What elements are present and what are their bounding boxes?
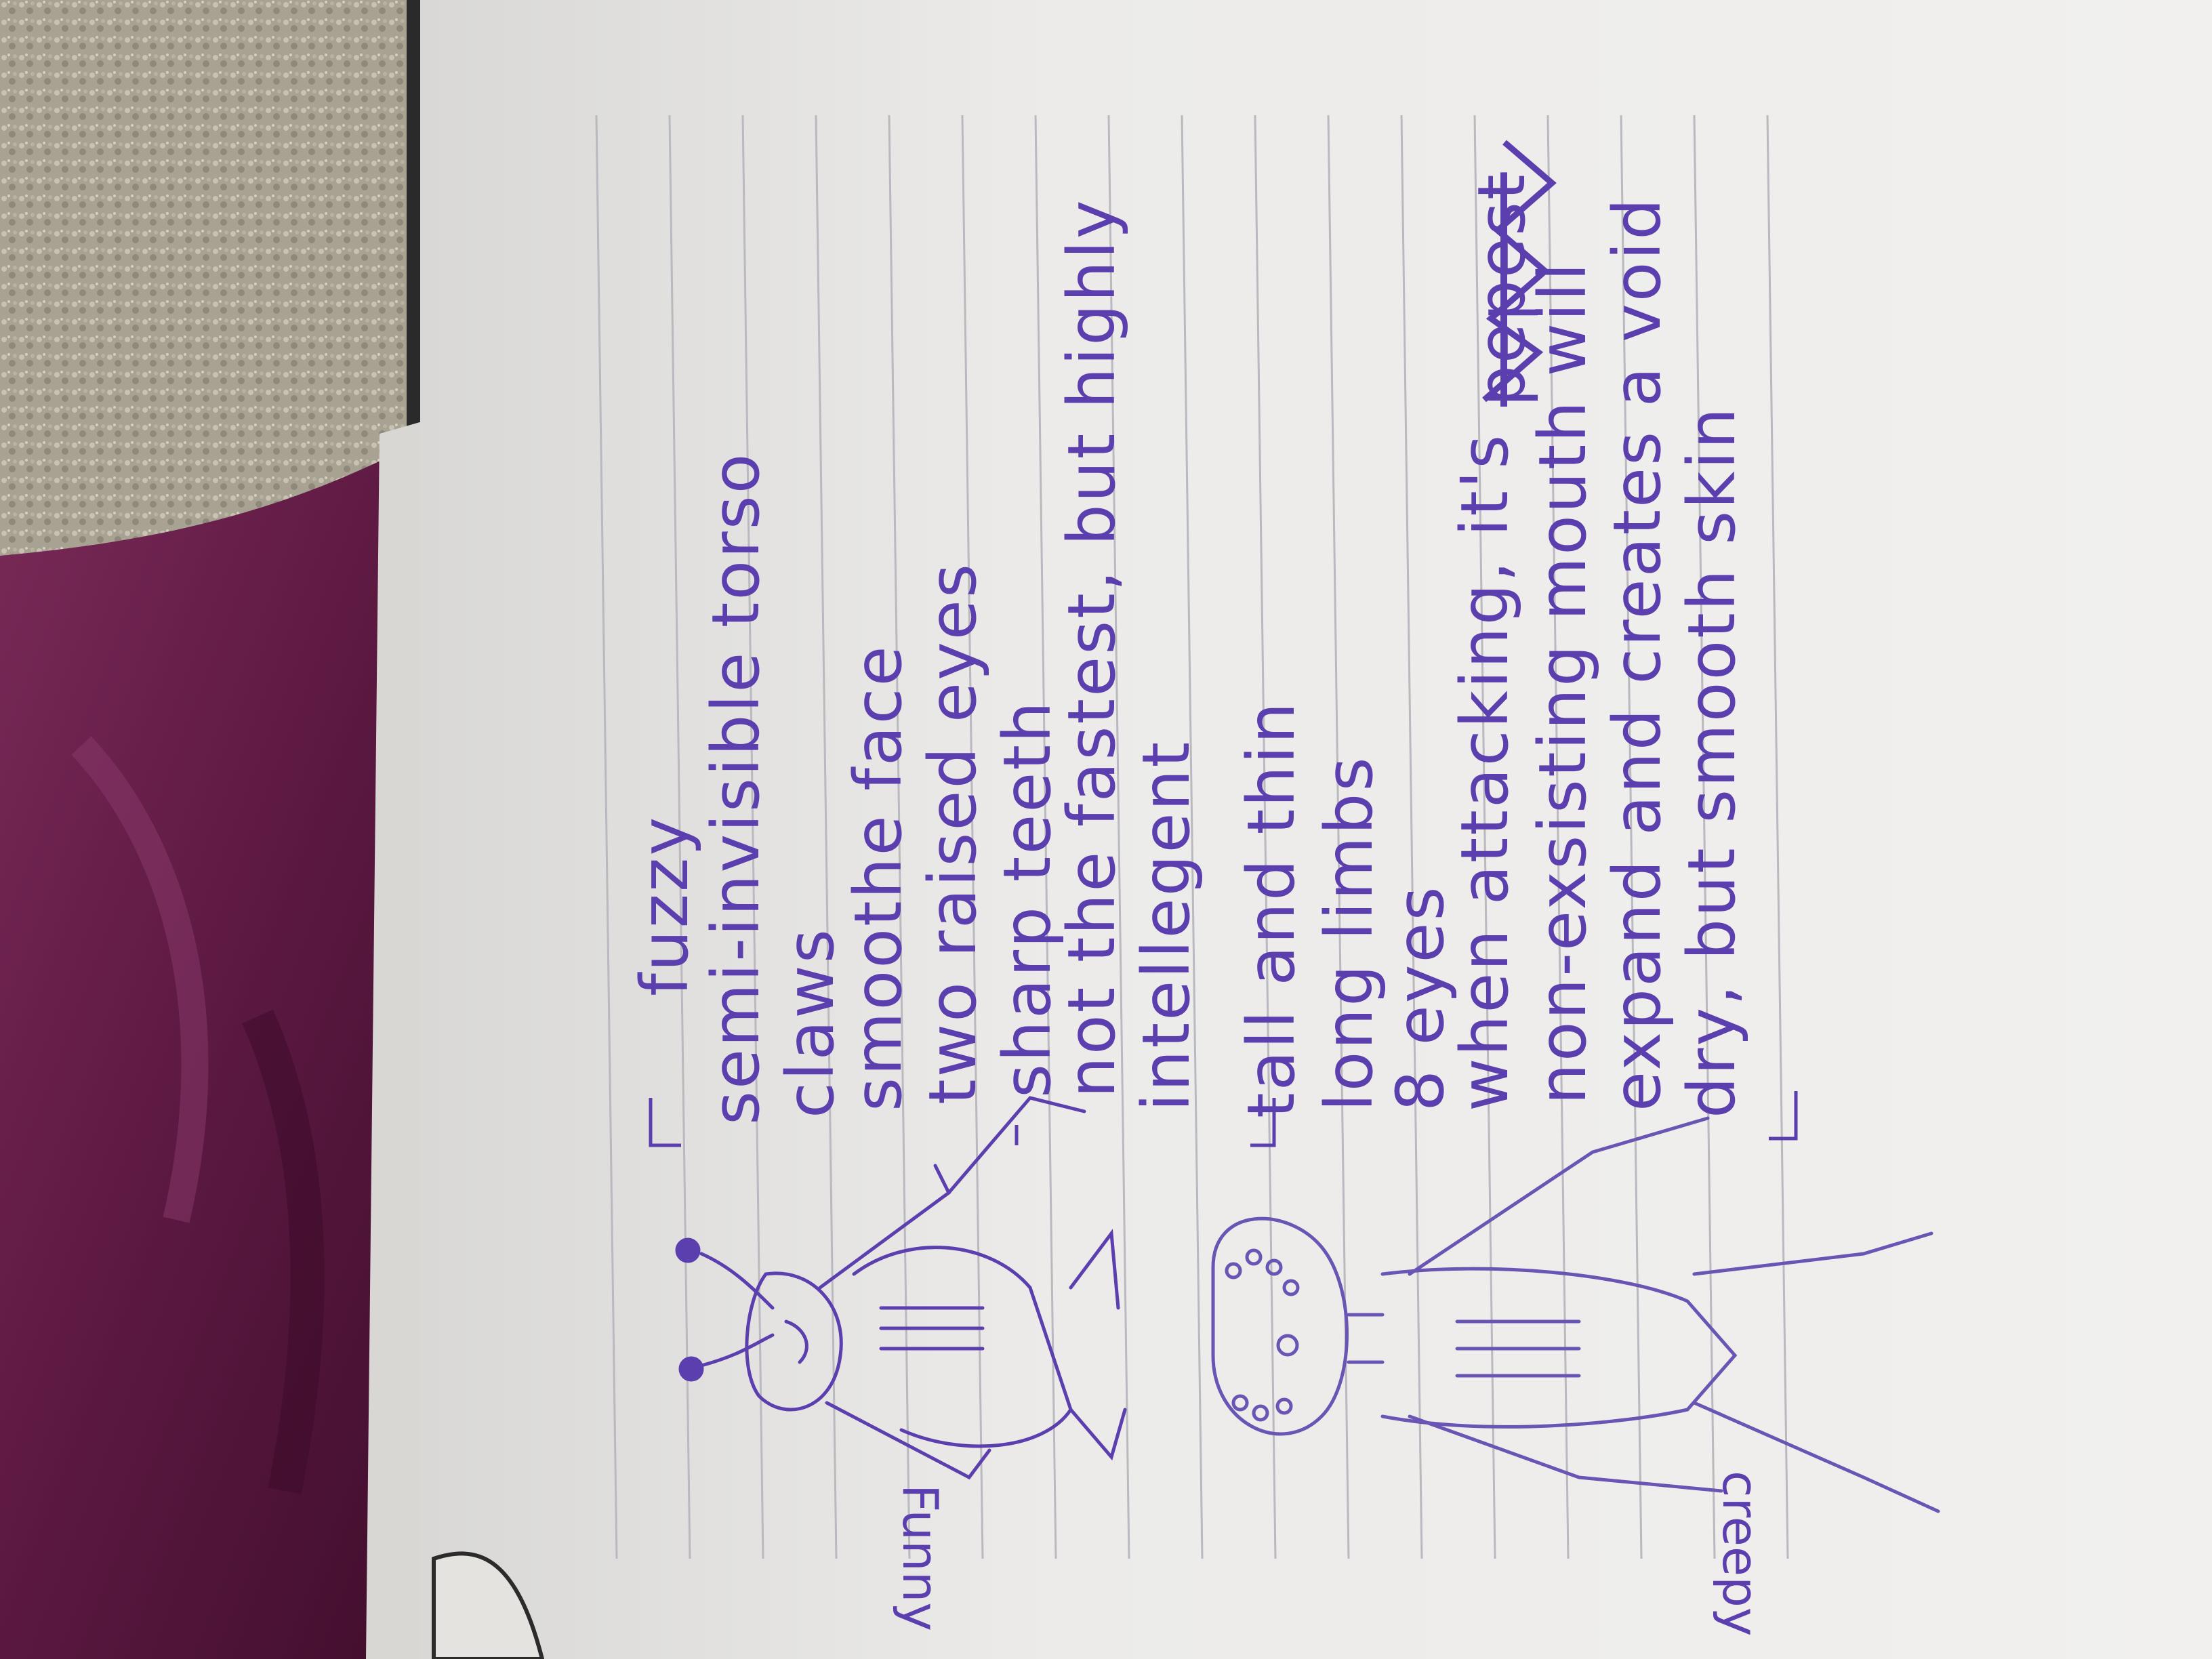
creepy-note-limbs: long limbs <box>1311 755 1387 1111</box>
funny-note-face: smoothe face <box>840 644 916 1111</box>
funny-label: Funny <box>892 1484 949 1631</box>
creepy-note-tall: tall and thin <box>1233 700 1309 1118</box>
creepy-note-eyes: 8 eyes <box>1382 884 1458 1111</box>
creepy-crossed-word: pepest <box>1464 172 1540 407</box>
funny-note-smart: intellegent <box>1128 739 1204 1111</box>
funny-note-teeth: sharp teeth <box>989 699 1065 1098</box>
creepy-label: creepy <box>1712 1471 1769 1637</box>
funny-note-fuzzy: fuzzy <box>627 815 703 996</box>
creepy-note-void: expand and creates a void <box>1599 196 1675 1111</box>
creepy-note-skin: dry, but smooth skin <box>1674 405 1750 1118</box>
creepy-note-mouth: non-exsisting mouth will <box>1525 260 1601 1105</box>
creepy-note-attack: when attacking, it's <box>1447 432 1523 1111</box>
funny-note-eyes: two raised eyes <box>915 562 991 1105</box>
funny-note-claws: claws <box>773 927 848 1118</box>
funny-note-speed: not the fastest, but highly <box>1054 198 1130 1098</box>
funny-note-torso: semi-invisible torso <box>698 451 774 1125</box>
